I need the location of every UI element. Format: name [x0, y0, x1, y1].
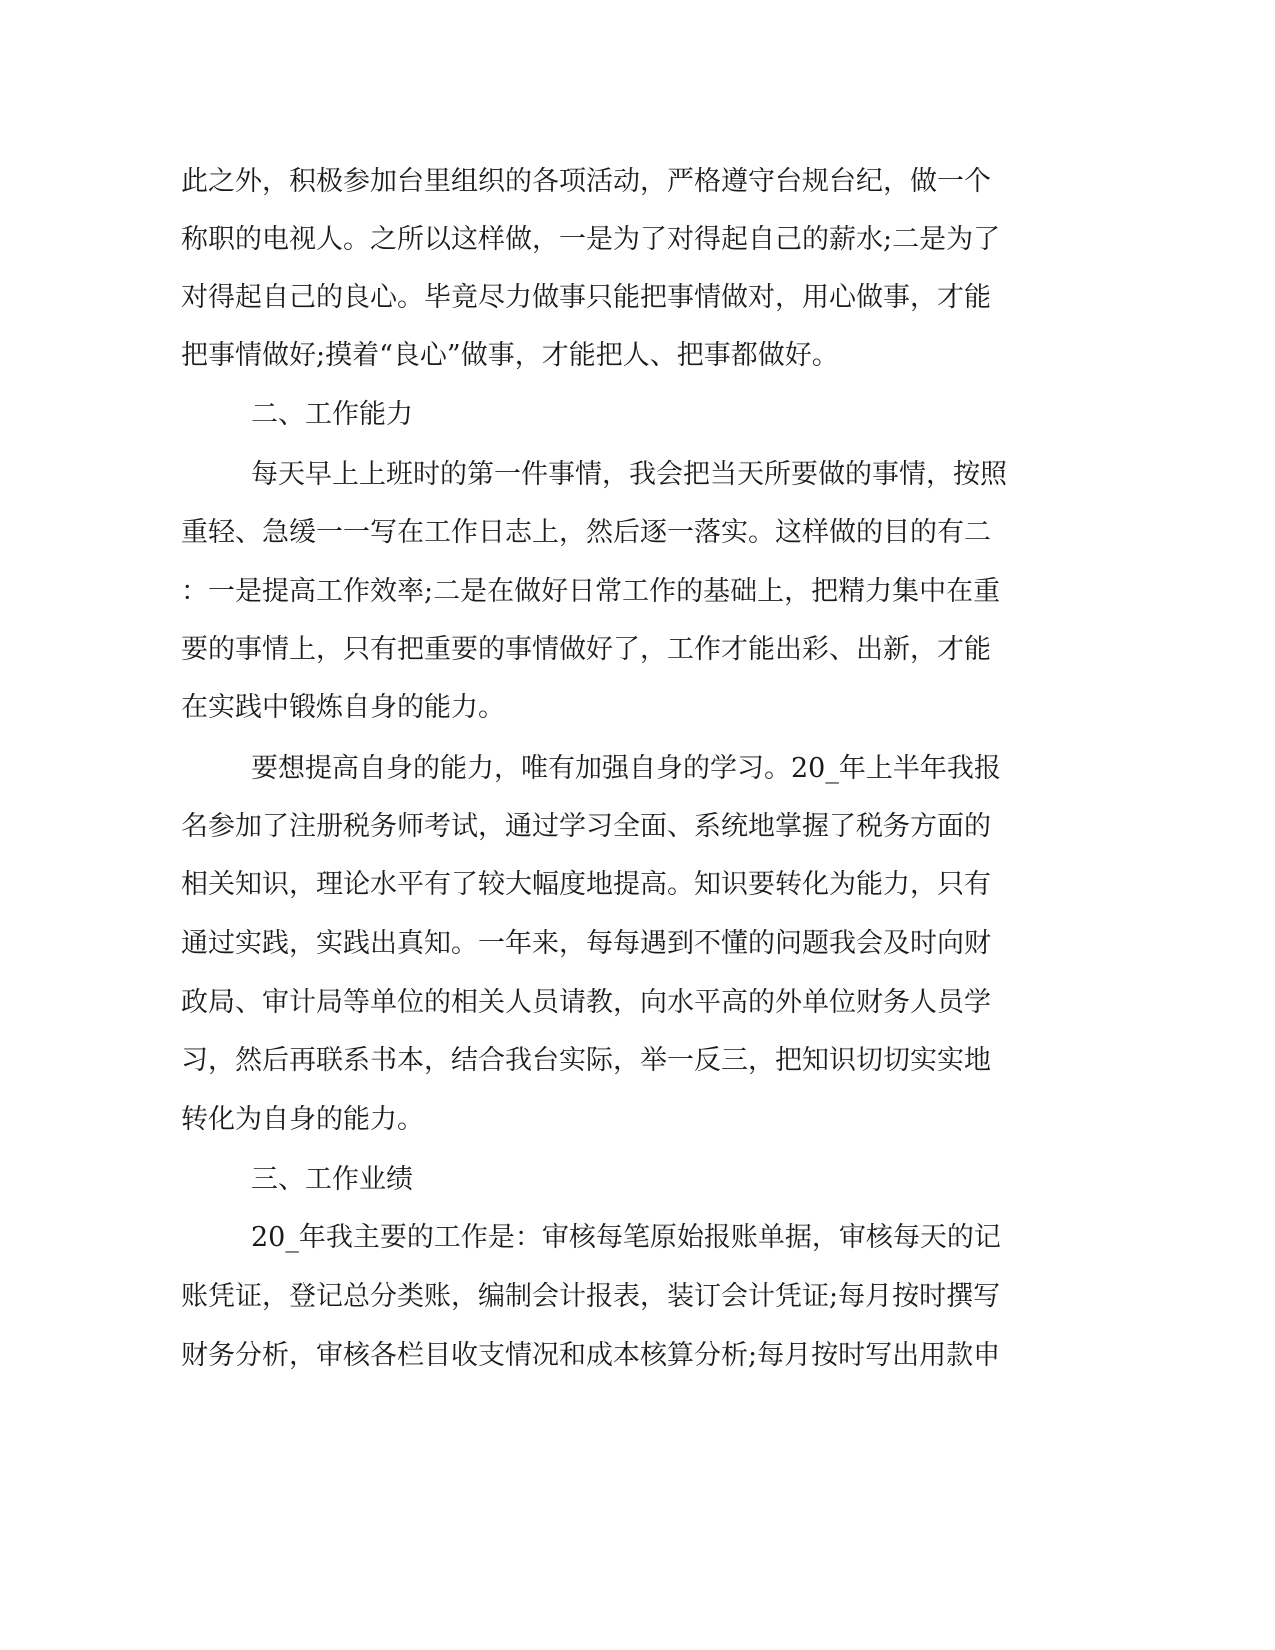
body-text-line: 在实践中锻炼自身的能力。 [181, 692, 505, 723]
body-text-line: 称职的电视人。之所以这样做，一是为了对得起自己的薪水;二是为了 [181, 224, 1001, 255]
body-text-line: 对得起自己的良心。毕竟尽力做事只能把事情做对，用心做事，才能 [181, 282, 991, 313]
body-text-line: 要想提高自身的能力，唯有加强自身的学习。20_年上半年我报 [251, 753, 1001, 784]
section-heading: 三、工作业绩 [251, 1164, 413, 1195]
body-text-line: 每天早上上班时的第一件事情，我会把当天所要做的事情，按照 [251, 459, 1007, 490]
body-text-line: ：一是提高工作效率;二是在做好日常工作的基础上，把精力集中在重 [181, 576, 1001, 607]
body-text-line: 通过实践，实践出真知。一年来，每每遇到不懂的问题我会及时向财 [181, 928, 991, 959]
body-text-line: 此之外，积极参加台里组织的各项活动，严格遵守台规台纪，做一个 [181, 166, 991, 197]
section-heading: 二、工作能力 [251, 399, 413, 430]
body-text-line: 习，然后再联系书本，结合我台实际，举一反三，把知识切切实实地 [181, 1045, 991, 1076]
body-text-line: 重轻、急缓一一写在工作日志上，然后逐一落实。这样做的目的有二 [181, 517, 991, 548]
body-text-line: 20_年我主要的工作是：审核每笔原始报账单据，审核每天的记 [251, 1222, 1001, 1253]
body-text-line: 政局、审计局等单位的相关人员请教，向水平高的外单位财务人员学 [181, 987, 991, 1018]
body-text-line: 名参加了注册税务师考试，通过学习全面、系统地掌握了税务方面的 [181, 811, 991, 842]
body-text-line: 财务分析，审核各栏目收支情况和成本核算分析;每月按时写出用款申 [181, 1340, 1001, 1371]
body-text-line: 转化为自身的能力。 [181, 1104, 424, 1135]
body-text-line: 要的事情上，只有把重要的事情做好了，工作才能出彩、出新，才能 [181, 634, 991, 665]
body-text-line: 账凭证，登记总分类账，编制会计报表，装订会计凭证;每月按时撰写 [181, 1281, 1001, 1312]
body-text-line: 把事情做好;摸着“良心”做事，才能把人、把事都做好。 [181, 340, 839, 371]
body-text-line: 相关知识，理论水平有了较大幅度地提高。知识要转化为能力，只有 [181, 869, 991, 900]
